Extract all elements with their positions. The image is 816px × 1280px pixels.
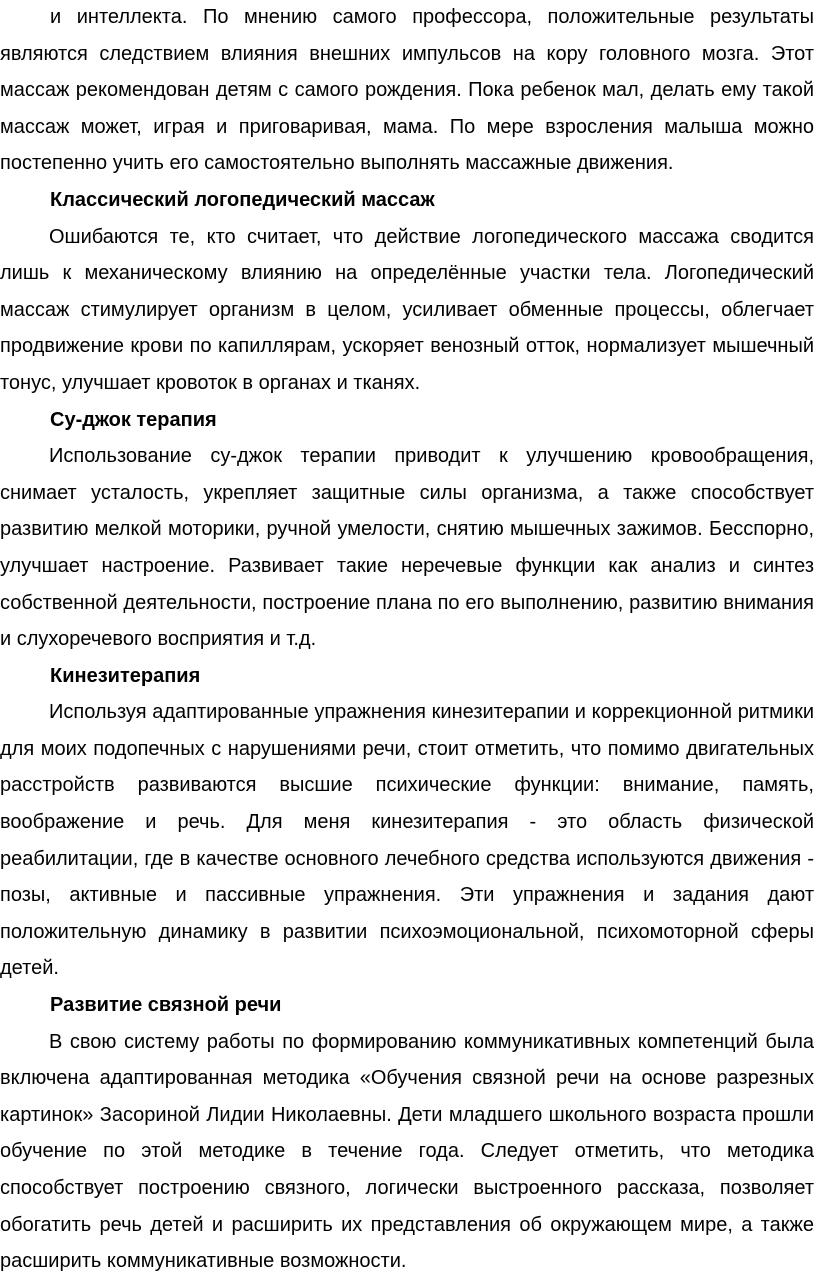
section-heading-su-jok: Су-джок терапия [50,408,217,431]
section-paragraph-massage: Ошибаются те, кто считает, что действие логопедического массажа сводится лишь к механическому влиянию на определённые участки тела. Логопедический массаж стимулирует организм в целом, усиливает обменные процессы, облегчает продвижение крови по капиллярам, ускоряет венозный отток, нормализует мышечный тонус, улучшает кровоток в органах и тканях. [0,225,814,394]
section-heading-speech: Развитие связной речи [50,994,282,1017]
section-heading-massage: Классический логопедический массаж [50,188,435,211]
section-paragraph-kinesitherapy: Используя адаптированные упражнения кинезитерапии и коррекционной ритмики для моих подопечных с нарушениями речи, стоит отметить, что помимо двигательных расстройств развиваются высшие психические функции: внимание, память, воображение и речь. Для меня кинезитерапия - это область физической реабилитации, где в качестве основного лечебного средства используются движения - позы, активные и пассивные упражнения. Эти упражнения и задания дают положительную динамику в развитии психоэмоциональной, психомоторной сферы детей. [0,701,814,980]
section-paragraph-speech: В свою систему работы по формированию коммуникативных компетенций была включена адаптированная методика «Обучения связной речи на основе разрезных картинок» Засориной Лидии Николаевны. Дети младшего школьного возраста прошли обучение по этой методике в течение года. Следует отметить, что методика способствует построению связного, логически выстроенного рассказа, позволяет обогатить речь детей и расширить их представления об окружающем мире, а также расширить коммуникативные возможности. [0,1030,814,1273]
intro-paragraph: и интеллекта. По мнению самого профессора, положительные результаты являются следствием влияния внешних импульсов на кору головного мозга. Этот массаж рекомендован детям с самого рождения. Пока ребенок мал, делать ему такой массаж может, играя и приговаривая, мама. По мере взросления малыша можно постепенно учить его самостоятельно выполнять массажные движения. [0,6,814,175]
section-paragraph-su-jok: Использование су-джок терапии приводит к улучшению кровообращения, снимает усталость, укрепляет защитные силы организма, а также способствует развитию мелкой моторики, ручной умелости, снятию мышечных зажимов. Бесспорно, улучшает настроение. Развивает такие неречевые функции как анализ и синтез собственной деятельности, построение плана по его выполнению, развитию внимания и слухоречевого восприятия и т.д. [0,445,814,651]
section-heading-kinesitherapy: Кинезитерапия [50,664,201,687]
